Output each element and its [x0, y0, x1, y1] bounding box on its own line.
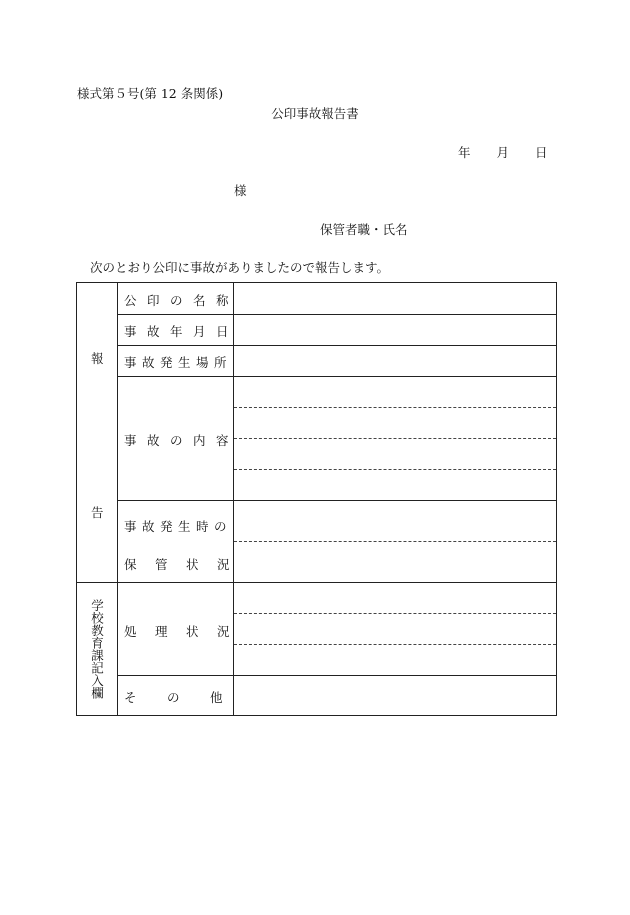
storage-status-field[interactable]: [234, 501, 556, 582]
row-label-handling: 処理状況: [124, 624, 249, 639]
reporter-label: 保管者職・氏名: [320, 222, 408, 237]
section-report-bottom: 告: [91, 505, 104, 520]
accident-date-field[interactable]: [234, 315, 556, 345]
row-label-accident-place: 事故発生場所: [124, 355, 233, 370]
date-line: [458, 143, 548, 161]
row-label-accident-date: 事故年月日: [124, 324, 240, 339]
other-field[interactable]: [234, 676, 556, 714]
accident-place-field[interactable]: [234, 346, 556, 376]
section-divider: [117, 283, 118, 715]
row-label-storage-line1: 事故発生時の: [124, 519, 233, 534]
report-table: [76, 282, 557, 716]
row-label-accident-details: 事故の内容: [124, 433, 240, 448]
intro-text: 次のとおり公印に事故がありましたので報告します。: [90, 260, 390, 275]
row-label-other: その他: [124, 690, 254, 705]
addressee-suffix: 様: [234, 183, 247, 198]
document-title: 公印事故報告書: [271, 106, 359, 121]
accident-details-field[interactable]: [234, 377, 556, 500]
handling-status-field[interactable]: [234, 583, 556, 675]
date-month-label: 月: [496, 145, 510, 160]
form-reference: 様式第５号(第 12 条関係): [77, 86, 224, 101]
date-day-label: 日: [535, 145, 548, 160]
date-year-label: 年: [458, 145, 471, 160]
row-label-seal-name: 公印の名称: [124, 293, 240, 308]
section-school-label: 学校教育課記入欄: [89, 599, 105, 699]
row-label-storage-line2: 保管状況: [124, 557, 249, 572]
seal-name-field[interactable]: [234, 284, 556, 314]
section-report-top: 報: [91, 351, 104, 366]
